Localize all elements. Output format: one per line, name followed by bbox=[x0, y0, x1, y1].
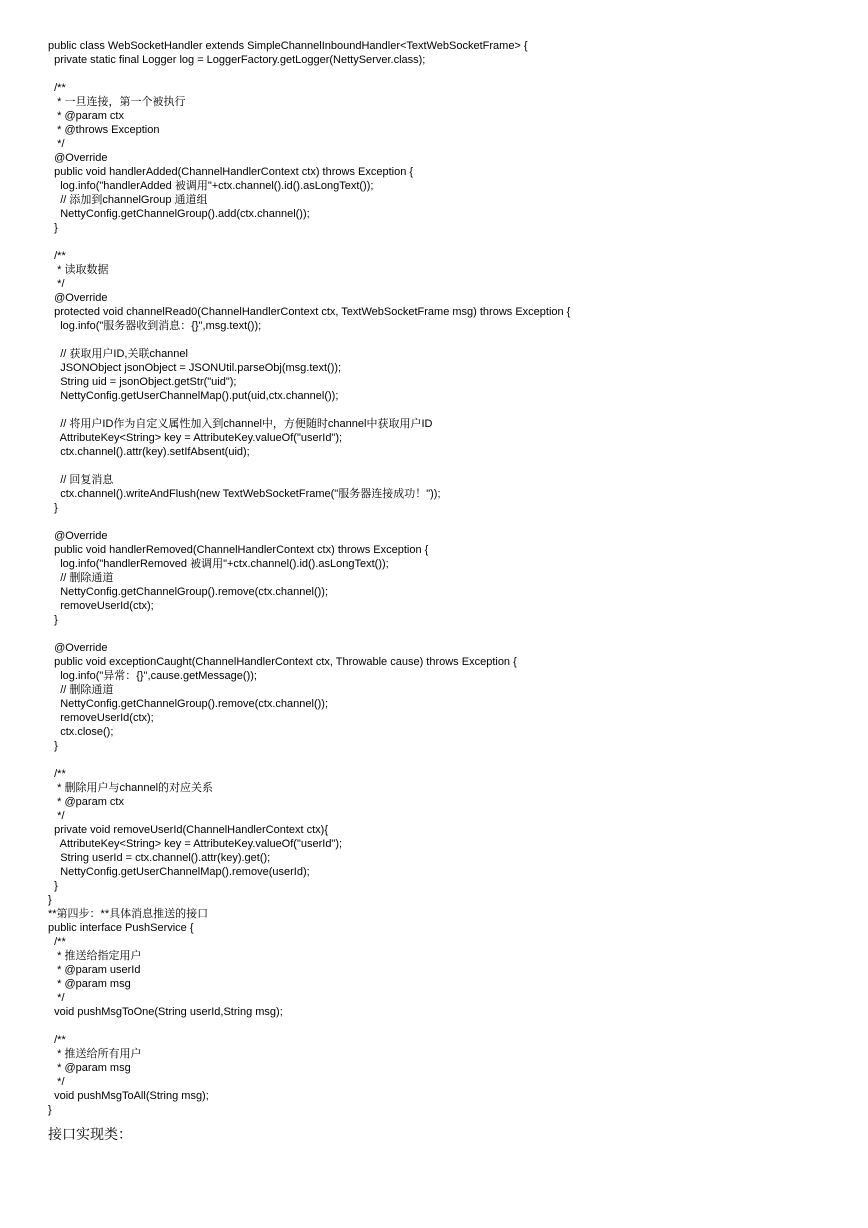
code-line: * @param ctx bbox=[48, 110, 124, 122]
code-line: * 删除用户与channel的对应关系 bbox=[48, 782, 214, 794]
section-heading: 接口实现类： bbox=[48, 1126, 132, 1142]
code-line: } bbox=[48, 740, 58, 752]
code-line: /** bbox=[48, 768, 66, 780]
code-line bbox=[48, 403, 848, 417]
code-line bbox=[48, 1019, 848, 1033]
code-line: String uid = jsonObject.getStr("uid"); bbox=[48, 376, 237, 388]
code-line: // 回复消息 bbox=[48, 474, 114, 486]
code-line: NettyConfig.getChannelGroup().add(ctx.channel()); bbox=[48, 208, 310, 220]
code-line bbox=[48, 235, 848, 249]
code-line: } bbox=[48, 614, 58, 626]
code-line: void pushMsgToAll(String msg); bbox=[48, 1090, 209, 1102]
code-line: /** bbox=[48, 82, 66, 94]
code-line: ctx.channel().attr(key).setIfAbsent(uid); bbox=[48, 446, 250, 458]
code-line: @Override bbox=[48, 642, 108, 654]
code-block bbox=[48, 39, 848, 1117]
code-line: } bbox=[48, 880, 58, 892]
code-line: // 获取用户ID,关联channel bbox=[48, 348, 188, 360]
code-line: private void removeUserId(ChannelHandlerContext ctx){ bbox=[48, 824, 329, 836]
code-line: NettyConfig.getChannelGroup().remove(ctx.channel()); bbox=[48, 698, 329, 710]
code-line bbox=[48, 67, 848, 81]
code-line: * @param msg bbox=[48, 1062, 131, 1074]
code-line: */ bbox=[48, 992, 65, 1004]
code-line: public class WebSocketHandler extends SimpleChannelInboundHandler<TextWebSocketFrame> { bbox=[48, 40, 528, 52]
code-line: log.info("handlerRemoved 被调用"+ctx.channel().id().asLongText()); bbox=[48, 558, 389, 570]
code-line: **第四步：**具体消息推送的接口 bbox=[48, 908, 209, 920]
code-line: NettyConfig.getChannelGroup().remove(ctx.channel()); bbox=[48, 586, 329, 598]
document-body bbox=[48, 39, 848, 1143]
code-line: public interface PushService { bbox=[48, 922, 194, 934]
code-line: removeUserId(ctx); bbox=[48, 712, 154, 724]
code-line: public void handlerAdded(ChannelHandlerContext ctx) throws Exception { bbox=[48, 166, 414, 178]
code-line: // 将用户ID作为自定义属性加入到channel中，方便随时channel中获取用户ID bbox=[48, 418, 433, 430]
code-line: /** bbox=[48, 936, 66, 948]
code-line: * 推送给指定用户 bbox=[48, 950, 142, 962]
code-line: /** bbox=[48, 250, 66, 262]
code-line: */ bbox=[48, 278, 65, 290]
code-line: // 添加到channelGroup 通道组 bbox=[48, 194, 208, 206]
code-line: log.info("异常：{}",cause.getMessage()); bbox=[48, 670, 257, 682]
code-line: } bbox=[48, 222, 58, 234]
code-line: log.info("服务器收到消息：{}",msg.text()); bbox=[48, 320, 262, 332]
code-line: ctx.channel().writeAndFlush(new TextWebSocketFrame("服务器连接成功！")); bbox=[48, 488, 441, 500]
code-line: AttributeKey<String> key = AttributeKey.valueOf("userId"); bbox=[48, 838, 343, 850]
code-line bbox=[48, 333, 848, 347]
code-line: JSONObject jsonObject = JSONUtil.parseObj(msg.text()); bbox=[48, 362, 342, 374]
code-line: @Override bbox=[48, 530, 108, 542]
code-line: AttributeKey<String> key = AttributeKey.valueOf("userId"); bbox=[48, 432, 343, 444]
code-line: * 一旦连接，第一个被执行 bbox=[48, 96, 186, 108]
code-line bbox=[48, 753, 848, 767]
code-line: } bbox=[48, 502, 58, 514]
code-line: @Override bbox=[48, 292, 108, 304]
code-line: */ bbox=[48, 138, 65, 150]
code-line: * @param ctx bbox=[48, 796, 124, 808]
code-line: @Override bbox=[48, 152, 108, 164]
code-line: * 读取数据 bbox=[48, 264, 109, 276]
code-line: public void exceptionCaught(ChannelHandlerContext ctx, Throwable cause) throws Exception { bbox=[48, 656, 517, 668]
code-line: * 推送给所有用户 bbox=[48, 1048, 142, 1060]
code-line: */ bbox=[48, 810, 65, 822]
code-line: * @throws Exception bbox=[48, 124, 160, 136]
code-line: NettyConfig.getUserChannelMap().remove(userId); bbox=[48, 866, 310, 878]
code-line bbox=[48, 627, 848, 641]
code-line: // 删除通道 bbox=[48, 684, 114, 696]
code-line: removeUserId(ctx); bbox=[48, 600, 154, 612]
code-line: String userId = ctx.channel().attr(key).get(); bbox=[48, 852, 271, 864]
code-line: NettyConfig.getUserChannelMap().put(uid,ctx.channel()); bbox=[48, 390, 339, 402]
code-line: } bbox=[48, 894, 52, 906]
code-line: protected void channelRead0(ChannelHandlerContext ctx, TextWebSocketFrame msg) throws Exception { bbox=[48, 306, 571, 318]
code-line: ctx.close(); bbox=[48, 726, 114, 738]
code-line: */ bbox=[48, 1076, 65, 1088]
code-line: log.info("handlerAdded 被调用"+ctx.channel().id().asLongText()); bbox=[48, 180, 374, 192]
code-line: // 删除通道 bbox=[48, 572, 114, 584]
code-line: * @param msg bbox=[48, 978, 131, 990]
code-line: } bbox=[48, 1104, 52, 1116]
code-line: public void handlerRemoved(ChannelHandlerContext ctx) throws Exception { bbox=[48, 544, 429, 556]
code-line bbox=[48, 515, 848, 529]
code-line: private static final Logger log = LoggerFactory.getLogger(NettyServer.class); bbox=[48, 54, 426, 66]
code-line: void pushMsgToOne(String userId,String msg); bbox=[48, 1006, 283, 1018]
code-line bbox=[48, 459, 848, 473]
code-line: /** bbox=[48, 1034, 66, 1046]
code-line: * @param userId bbox=[48, 964, 141, 976]
